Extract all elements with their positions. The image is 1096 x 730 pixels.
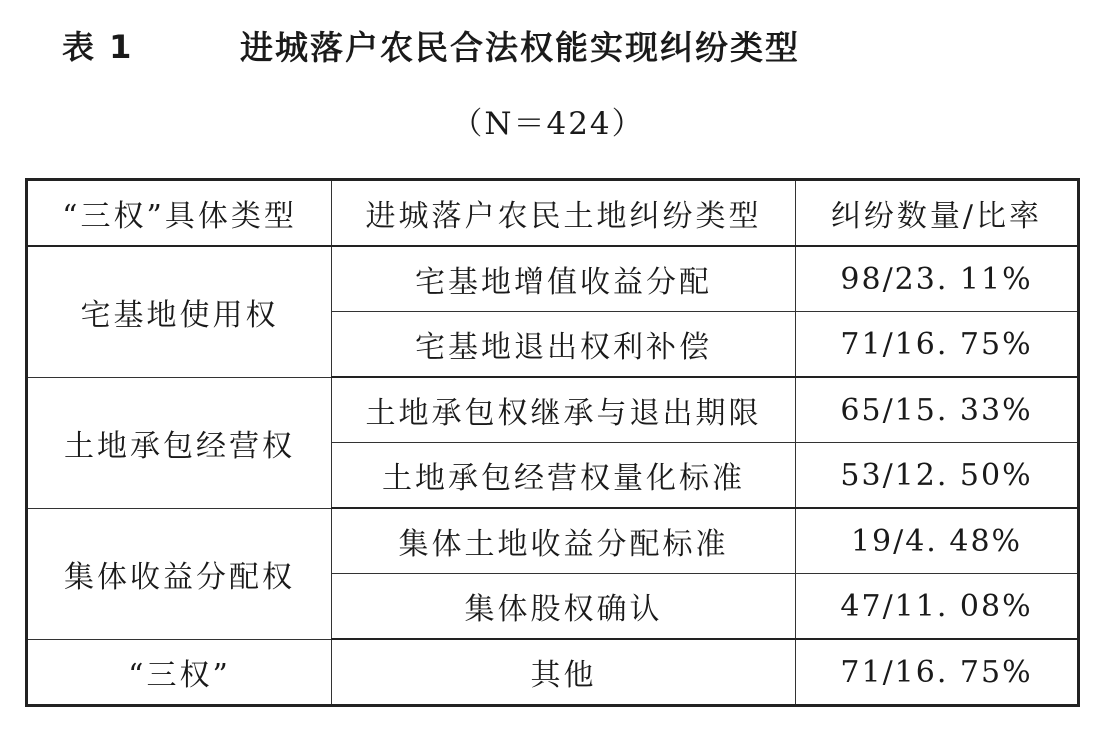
dispute-type-cell: 土地承包权继承与退出期限: [332, 377, 796, 443]
count-ratio-cell: 98/23. 11%: [796, 246, 1079, 312]
table-row: [27, 246, 1079, 312]
group-name-collective-income: 集体收益分配权: [27, 508, 332, 639]
dispute-type-cell: 集体股权确认: [332, 574, 796, 640]
header-count-ratio: 纠纷数量/比率: [796, 180, 1079, 247]
group-name-land-contract: 土地承包经营权: [27, 377, 332, 508]
count-ratio-cell: 71/16. 75%: [796, 312, 1079, 378]
dispute-type-cell: 土地承包经营权量化标准: [332, 443, 796, 509]
table-caption: [0, 0, 1096, 80]
count-ratio-cell: 71/16. 75%: [796, 639, 1079, 706]
header-rights-type: “三权”具体类型: [27, 180, 332, 247]
count-ratio-cell: 47/11. 08%: [796, 574, 1079, 640]
count-ratio-cell: 65/15. 33%: [796, 377, 1079, 443]
group-name-three-rights: “三权”: [27, 639, 332, 706]
header-dispute-type: 进城落户农民土地纠纷类型: [332, 180, 796, 247]
table-row: [27, 377, 1079, 443]
dispute-type-cell: 宅基地退出权利补偿: [332, 312, 796, 378]
group-name-homestead: 宅基地使用权: [27, 246, 332, 377]
dispute-type-cell: 集体土地收益分配标准: [332, 508, 796, 574]
table-title: 进城落户农民合法权能实现纠纷类型: [240, 28, 800, 67]
dispute-type-cell: 其他: [332, 639, 796, 706]
table-row: [27, 639, 1079, 706]
count-ratio-cell: 53/12. 50%: [796, 443, 1079, 509]
table-header-row: [27, 180, 1079, 247]
dispute-type-table: [25, 178, 1080, 707]
count-ratio-cell: 19/4. 48%: [796, 508, 1079, 574]
table-row: [27, 508, 1079, 574]
table-subtitle: （N＝424）: [451, 106, 645, 142]
dispute-type-cell: 宅基地增值收益分配: [332, 246, 796, 312]
table-number: 表 1: [62, 28, 134, 66]
